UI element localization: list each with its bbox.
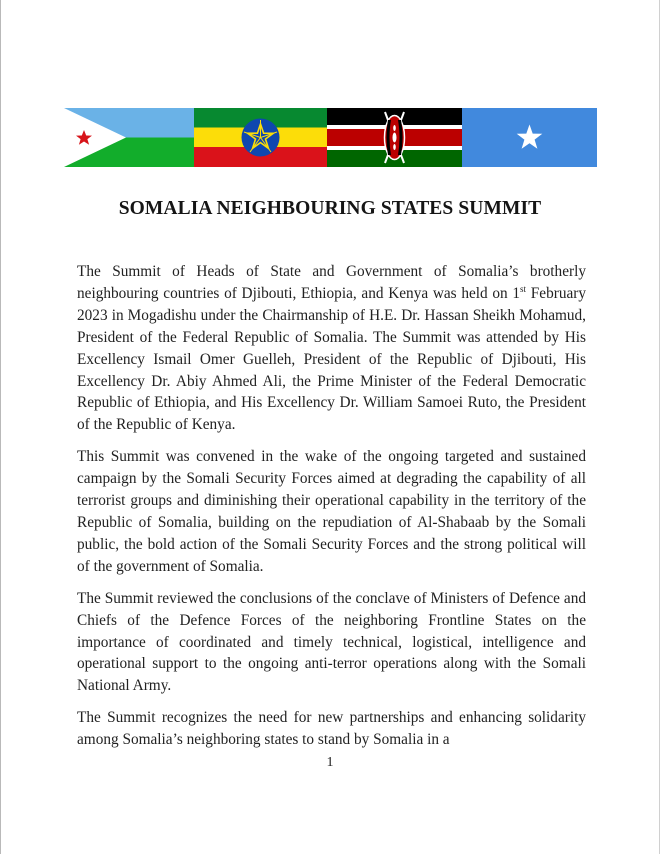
paragraph-2: This Summit was convened in the wake of the ongoing targeted and sustained campaign by the Somali Security Forces aimed at degrading the capability of all terrorist groups and diminishing their operational capability in the territory of the Republic of Somalia, building on the repudiation of Al-Shabaab by the Somali public, the bold action of the Somali Security Forces and the strong political will of the government of Somalia.	[77, 448, 586, 575]
page-title: SOMALIA NEIGHBOURING STATES SUMMIT	[118, 198, 542, 219]
ordinal-suffix: st	[520, 283, 527, 294]
body-text	[77, 261, 586, 761]
somalia-flag	[462, 108, 597, 167]
paragraph-1	[77, 261, 586, 436]
flags-banner	[64, 108, 597, 167]
ethiopia-flag	[194, 108, 327, 167]
paragraph-4: The Summit recognizes the need for new partnerships and enhancing solidarity among Somalia’s neighboring states to stand by Somalia in a	[77, 709, 586, 749]
djibouti-flag	[64, 108, 194, 167]
paragraph-1-part-a: The Summit of Heads of State and Government of Somalia’s brotherly neighbouring countries of Djibouti, Ethiopia, and Kenya was held on 1	[77, 263, 586, 302]
paragraph-1-part-b: February 2023 in Mogadishu under the Chairmanship of H.E. Dr. Hassan Sheikh Mohamud, President of the Federal Republic of Somalia. The Summit was attended by His Excellency Ismail Omer Guelleh, President of the Republic of Djibouti, His Excellency Dr. Abiy Ahmed Ali, the Prime Minister of the Federal Democratic Republic of Ethiopia, and His Excellency Dr. William Samoei Ruto, the President of the Republic of Kenya.	[77, 284, 586, 434]
paragraph-3: The Summit reviewed the conclusions of the conclave of Ministers of Defence and Chiefs of the Defence Forces of the neighboring Frontline States on the importance of coordinated and timely technical, logistical, intelligence and operational support to the ongoing anti-terror operations along with the Somali National Army.	[77, 589, 586, 695]
maasai-shield-icon	[385, 112, 405, 163]
kenya-flag	[327, 108, 462, 167]
page-number: 1	[326, 755, 334, 770]
